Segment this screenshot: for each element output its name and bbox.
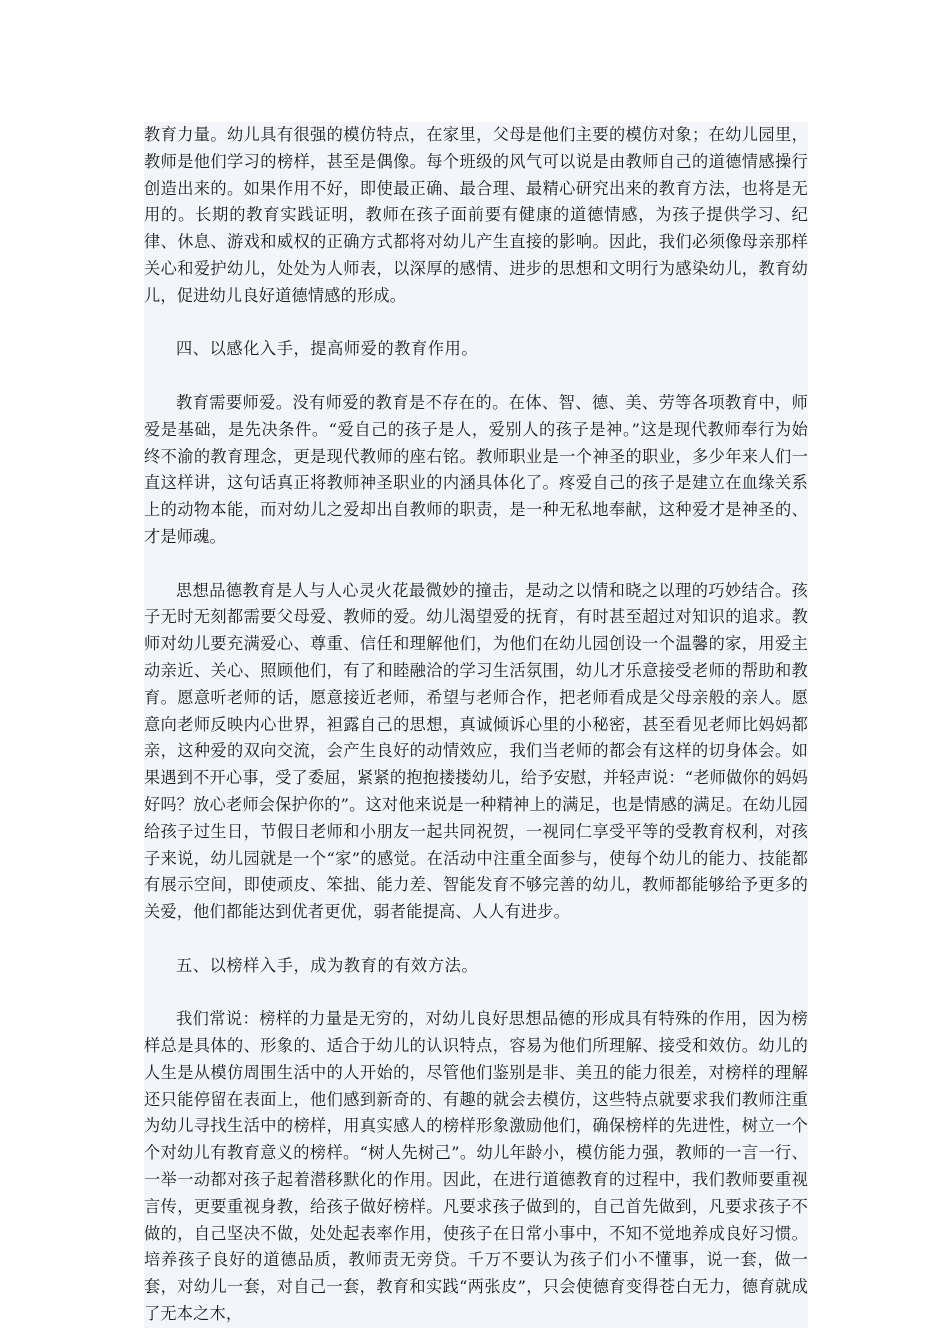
section-four-heading: 四、以感化入手，提高师爱的教育作用。 <box>176 339 479 359</box>
paragraph-spacer <box>144 310 808 337</box>
section-four-paragraph-2: 思想品德教育是人与人心灵火花最微妙的撞击，是动之以情和晓之以理的巧妙结合。孩子无时无刻都需要父母爱、教师的爱。幼儿渴望爱的抚育，有时甚至超过对知识的追求。教师对幼儿要充满爱心、尊重、信任和理解他们，为他们在幼儿园创设一个温馨的家，用爱主动亲近、关心、照顾他们，有了和睦融洽的学习生活氛围，幼儿才乐意接受老师的帮助和教育。愿意听老师的话，愿意接近老师，希望与老师合作，把老师看成是父母亲般的亲人。愿意向老师反映内心世界，袒露自己的思想，真诚倾诉心里的小秘密，甚至看见老师比妈妈都亲，这种爱的双向交流，会产生良好的动情效应，我们当老师的都会有这样的切身体会。如果遇到不开心事，受了委屈，紧紧的抱抱搂搂幼儿，给予安慰，并轻声说：“老师做你的妈妈好吗？放心老师会保护你的”。这对他来说是一种精神上的满足，也是情感的满足。在幼儿园给孩子过生日，节假日老师和小朋友一起共同祝贺，一视同仁享受平等的受教育权利，对孩子来说，幼儿园就是一个“家”的感觉。在活动中注重全面参与，使每个幼儿的能力、技能都有展示空间，即使顽皮、笨拙、能力差、智能发育不够完善的幼儿，教师都能够给予更多的关爱，他们都能达到优者更优，弱者能提高、人人有进步。 <box>144 580 808 922</box>
paragraph-spacer <box>144 926 808 953</box>
section-five-paragraph-1: 我们常说：榜样的力量是无穷的，对幼儿良好思想品德的形成具有特殊的作用，因为榜样总是具体的、形象的、适合于幼儿的认识特点，容易为他们所理解、接受和效仿。幼儿的人生是从模仿周围生活中的人开始的，尽管他们鉴别是非、美丑的能力很差，对榜样的理解还只能停留在表面上，他们感到新奇的、有趣的就会去模仿，这些特点就要求我们教师注重为幼儿寻找生活中的榜样，用真实感人的榜样形象激励他们，确保榜样的先进性，树立一个个对幼儿有教育意义的榜样。“树人先树己”。幼儿年龄小，模仿能力强，教师的一言一行、一举一动都对孩子起着潜移默化的作用。因此，在进行道德教育的过程中，我们教师要重视言传，更要重视身教，给孩子做好榜样。凡要求孩子做到的，自己首先做到，凡要求孩子不做的，自己坚决不做，处处起表率作用，使孩子在日常小事中，不知不觉地养成良好习惯。培养孩子良好的道德品质，教师责无旁贷。千万不要认为孩子们小不懂事，说一套，做一套，对幼儿一套，对自己一套，教育和实践“两张皮”，只会使德育变得苍白无力，德育就成了无本之木， <box>144 1009 808 1324</box>
paragraph-spacer <box>144 363 808 390</box>
paragraph-spacer <box>144 980 808 1007</box>
section-five-heading: 五、以榜样入手，成为教育的有效方法。 <box>176 955 479 975</box>
document-page <box>144 122 808 1328</box>
section-four-paragraph-1: 教育需要师爱。没有师爱的教育是不存在的。在体、智、德、美、劳等各项教育中，师爱是基础，是先决条件。“爱自己的孩子是人，爱别人的孩子是神。”这是现代教师奉行为始终不渝的教育理念，更是现代教师的座右铭。教师职业是一个神圣的职业，多少年来人们一直这样讲，这句话真正将教师神圣职业的内涵具体化了。疼爱自己的孩子是建立在血缘关系上的动物本能，而对幼儿之爱却出自教师的职责，是一种无私地奉献，这种爱才是神圣的、才是师魂。 <box>144 392 808 546</box>
paragraph-spacer <box>144 551 808 578</box>
intro-paragraph: 教育力量。幼儿具有很强的模仿特点，在家里，父母是他们主要的模仿对象；在幼儿园里，教师是他们学习的榜样，甚至是偶像。每个班级的风气可以说是由教师自己的道德情感操行创造出来的。如果作用不好，即使最正确、最合理、最精心研究出来的教育方法，也将是无用的。长期的教育实践证明，教师在孩子面前要有健康的道德情感，为孩子提供学习、纪律、休息、游戏和威权的正确方式都将对幼儿产生直接的影响。因此，我们必须像母亲那样关心和爱护幼儿，处处为人师表，以深厚的感情、进步的思想和文明行为感染幼儿，教育幼儿，促进幼儿良好道德情感的形成。 <box>144 125 808 305</box>
